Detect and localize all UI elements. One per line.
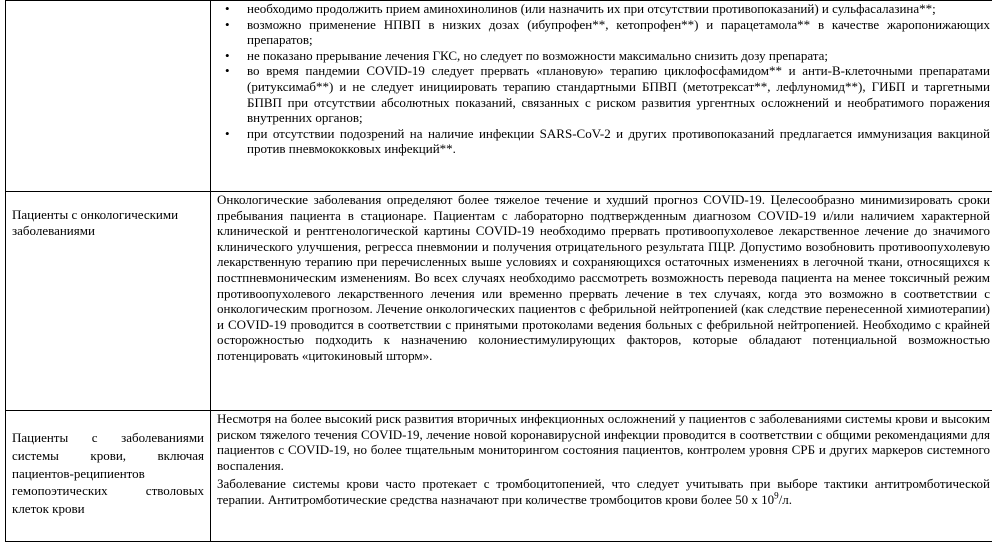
row-label: Пациенты с заболеваниями системы крови, включая пациентов-реципиентов гемопоэтических стволовых клеток крови: [12, 430, 204, 517]
row-label-cell: [6, 192, 211, 411]
list-item: • во время пандемии COVID-19 следует прервать «плановую» терапию циклофосфамидом** и анти-В-клеточными препаратами (ритуксимаб**) и не следует инициировать терапию стандартными БПВП (метотрексат**, лефлуномид**), ГИБП и таргетными БПВП при отсутствии абсолютных показаний, связанных с риском развития ургентных осложнений и необратимого поражения внутренних органов;: [217, 63, 990, 125]
row-label-cell: [6, 411, 211, 542]
row-content-cell: [211, 411, 992, 542]
bullet-list: [217, 1, 990, 157]
paragraph: Несмотря на более высокий риск развития вторичных инфекционных осложнений у пациентов с заболеваниями системы крови и высоким риском тяжелого течения COVID-19, лечение новой коронавирусной инфекции проводится в соответствии с общими рекомендациями для пациентов с COVID-19, но более тщательным мониторингом состояния пациентов, контролем уровня СРБ и других маркеров системного воспаления.: [217, 411, 990, 473]
row-label: Пациенты с онкологическими заболеваниями: [12, 207, 179, 238]
paragraph: [217, 476, 990, 507]
table-row: [6, 1, 992, 192]
row-content-cell: [211, 192, 992, 411]
list-item: • при отсутствии подозрений на наличие инфекции SARS-CoV-2 и других противопоказаний предлагается иммунизация вакциной против пневмококковых инфекций**.: [217, 126, 990, 157]
table-row: [6, 192, 992, 411]
list-item: • возможно применение НПВП в низких дозах (ибупрофен**, кетопрофен**) и парацетамола** в качестве жаропонижающих препаратов;: [217, 17, 990, 48]
paragraph: Онкологические заболевания определяют более тяжелое течение и худший прогноз COVID-19. Целесообразно минимизировать сроки пребывания пациента в стационаре. Пациентам с лабораторно подтвержденным диагнозом COVID-19 и/или наличием характерной клинической и рентгенологической картины COVID-19 необходимо прервать противоопухолевое лекарственное лечение до значимого клинического улучшения, регресса пневмонии и получения отрицательного результата ПЦР. Допустимо возобновить противоопухолевую лекарственную терапию при перечисленных выше условиях и сохраняющихся остаточных изменениях в легочной ткани, относящихся к постпневмоническим изменениям. Во всех случаях необходимо рассмотреть возможность перевода пациента на менее токсичный режим противоопухолевого лекарственного лечения или временно прервать лечение в тех случаях, когда это возможно в соответствии с онкологическим прогнозом. Лечение онкологических пациентов с фебрильной нейтропенией (как следствие перенесенной химиотерапии) и COVID-19 проводится в соответствии с принятыми протоколами ведения больных с фебрильной нейтропенией. Необходимо с крайней осторожностью подходить к назначению колониестимулирующих факторов, которые обладают потенциальной возможностью потенцировать «цитокиновый шторм».: [217, 192, 990, 363]
recommendations-table: [5, 0, 992, 542]
row-content-cell: [211, 1, 992, 192]
list-item: • необходимо продолжить прием аминохинолинов (или назначить их при отсутствии противопоказаний) и сульфасалазина**;: [217, 1, 990, 17]
row-label-cell: [6, 1, 211, 192]
list-item: • не показано прерывание лечения ГКС, но следует по возможности максимально снизить дозу препарата;: [217, 48, 990, 64]
table-row: [6, 411, 992, 542]
paragraph-text: Заболевание системы крови часто протекает с тромбоцитопенией, что следует учитывать при выборе тактики антитромботической терапии. Антитромботические средства назначают при количестве тромбоцитов крови более 50 х 10: [217, 476, 990, 507]
superscript: 9: [774, 490, 779, 501]
paragraph-text: /л.: [778, 491, 793, 507]
